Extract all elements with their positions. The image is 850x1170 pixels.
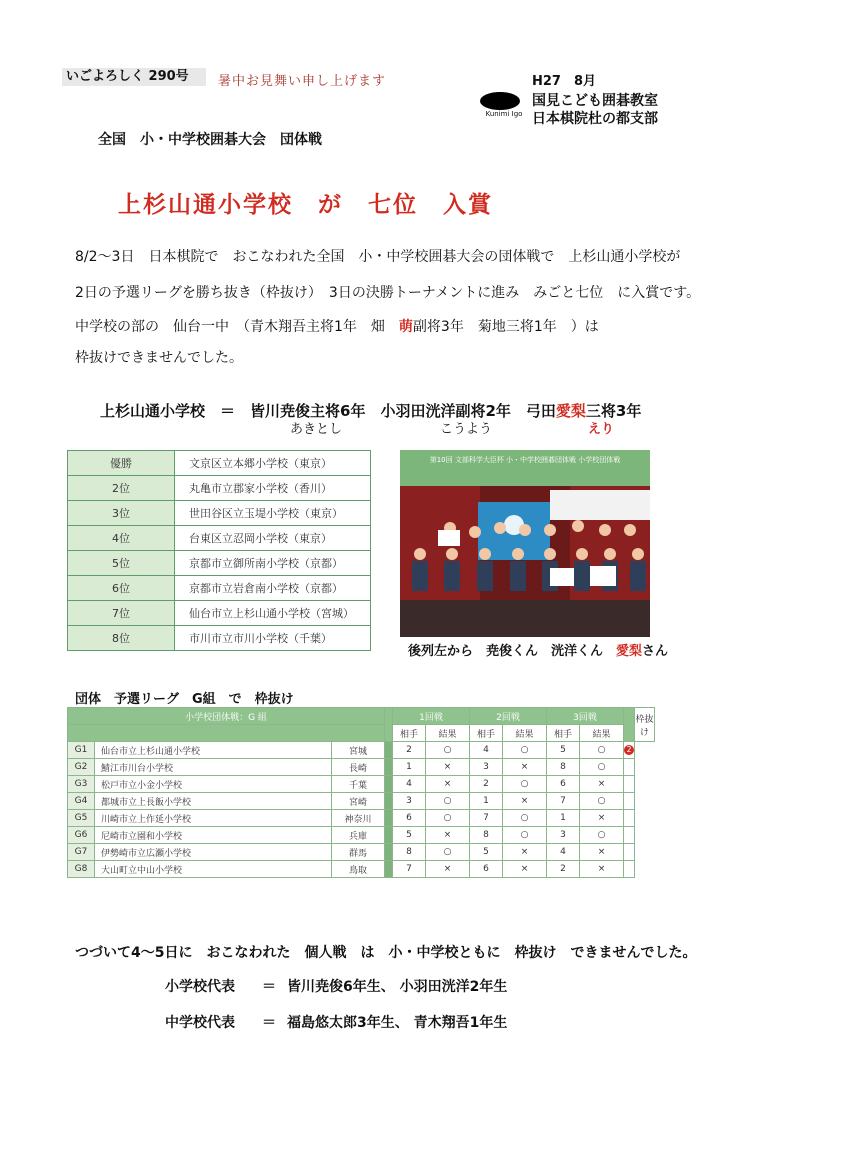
- round1-opponent: 3: [393, 793, 426, 810]
- round3-result: ○: [580, 742, 624, 759]
- round1-result: ×: [426, 759, 470, 776]
- round1-opponent: 7: [393, 861, 426, 878]
- paragraph-line-1: 8/2～3日 日本棋院で おこなわれた全国 小・中学校囲碁大会の団体戦で 上杉山通小学校が: [75, 249, 681, 265]
- league-subheader-blank: [68, 725, 385, 742]
- round2-result: ×: [503, 844, 547, 861]
- round3-opponent: 6: [547, 776, 580, 793]
- ranking-row: [68, 601, 371, 626]
- round3-result: ○: [580, 827, 624, 844]
- advance-badge: 2: [624, 745, 634, 755]
- outcome-cell: [624, 759, 635, 776]
- divider: [385, 759, 393, 776]
- team-photo-image: [400, 450, 650, 637]
- summer-greeting: 暑中お見舞い申し上げます: [218, 74, 387, 89]
- outcome-cell: [624, 793, 635, 810]
- round3-result: ○: [580, 759, 624, 776]
- league-row: [68, 759, 655, 776]
- ranking-position: 3位: [68, 501, 175, 526]
- team-prefecture: 神奈川: [332, 810, 385, 827]
- round3-opponent: 7: [547, 793, 580, 810]
- junior-rep-label: 中学校代表: [165, 1015, 235, 1031]
- ranking-position: 7位: [68, 601, 175, 626]
- round1-opponent: 1: [393, 759, 426, 776]
- round2-result: ×: [503, 759, 547, 776]
- league-row: [68, 827, 655, 844]
- ruby-eri: えり: [588, 422, 615, 437]
- elementary-rep-names: 皆川尭俊6年生、 小羽田洸洋2年生: [287, 979, 508, 995]
- team-prefecture: 宮崎: [332, 793, 385, 810]
- round2-result: ○: [503, 827, 547, 844]
- round2-opponent: 8: [470, 827, 503, 844]
- round2-opponent: 3: [470, 759, 503, 776]
- divider: [385, 844, 393, 861]
- result-header: 結果: [580, 725, 624, 742]
- league-row: [68, 861, 655, 878]
- round3-opponent: 8: [547, 759, 580, 776]
- league-header-row: [68, 708, 655, 725]
- team-name: 伊勢崎市立広瀬小学校: [95, 844, 332, 861]
- team-name: 都城市立上長飯小学校: [95, 793, 332, 810]
- round3-header: 3回戦: [547, 708, 624, 725]
- round1-result: ○: [426, 844, 470, 861]
- ranking-row: [68, 451, 371, 476]
- team-prefecture: 群馬: [332, 844, 385, 861]
- league-row: [68, 844, 655, 861]
- divider: [385, 742, 393, 759]
- round3-result: ×: [580, 861, 624, 878]
- team-prefecture: 長崎: [332, 759, 385, 776]
- ranking-row: [68, 526, 371, 551]
- team-name: 松戸市立小金小学校: [95, 776, 332, 793]
- round1-result: ○: [426, 793, 470, 810]
- junior-rep-eq: ＝: [262, 1015, 276, 1031]
- league-row: [68, 793, 655, 810]
- round1-result: ○: [426, 810, 470, 827]
- ranking-table: [67, 450, 371, 651]
- team-number: G2: [68, 759, 95, 776]
- team-members-a: 上杉山通小学校 ＝ 皆川尭俊主将6年 小羽田洸洋副将2年 弓田: [100, 402, 556, 420]
- round2-opponent: 6: [470, 861, 503, 878]
- outcome-cell: [624, 810, 635, 827]
- round2-opponent: 2: [470, 776, 503, 793]
- ranking-school: 市川市立市川小学校（千葉）: [175, 626, 371, 651]
- round2-result: ×: [503, 793, 547, 810]
- opp-header: 相手: [547, 725, 580, 742]
- league-header-school: 小学校団体戦：G 組: [68, 708, 385, 725]
- junior-rep-names: 福島悠太郎3年生、 青木翔吾1年生: [287, 1015, 508, 1031]
- ranking-school: 京都市立岩倉南小学校（京都）: [175, 576, 371, 601]
- ranking-position: 優勝: [68, 451, 175, 476]
- photo-caption-highlight: 愛梨: [616, 644, 643, 659]
- team-number: G6: [68, 827, 95, 844]
- go-stone-icon: [480, 92, 520, 110]
- team-prefecture: 兵庫: [332, 827, 385, 844]
- round1-opponent: 5: [393, 827, 426, 844]
- round3-opponent: 5: [547, 742, 580, 759]
- result-header: 結果: [503, 725, 547, 742]
- round2-result: ×: [503, 861, 547, 878]
- team-number: G7: [68, 844, 95, 861]
- round1-header: 1回戦: [393, 708, 470, 725]
- round1-opponent: 2: [393, 742, 426, 759]
- round1-opponent: 4: [393, 776, 426, 793]
- result-header: 結果: [426, 725, 470, 742]
- ruby-kouyou: こうよう: [440, 422, 493, 437]
- round2-opponent: 1: [470, 793, 503, 810]
- ranking-position: 8位: [68, 626, 175, 651]
- photo-caption: [408, 640, 668, 659]
- ranking-school: 文京区立本郷小学校（東京）: [175, 451, 371, 476]
- elementary-rep-label: 小学校代表: [165, 979, 235, 995]
- round2-result: ○: [503, 742, 547, 759]
- ranking-school: 京都市立御所南小学校（京都）: [175, 551, 371, 576]
- ranking-position: 2位: [68, 476, 175, 501]
- outcome-cell: [624, 827, 635, 844]
- team-prefecture: 鳥取: [332, 861, 385, 878]
- paragraph-line-3b: 副将3年 菊地三将1年 ）は: [412, 319, 599, 335]
- ruby-akitoshi: あきとし: [290, 422, 343, 437]
- league-row: [68, 742, 655, 759]
- ranking-school: 台東区立忍岡小学校（東京）: [175, 526, 371, 551]
- ranking-school: 仙台市立上杉山通小学校（宮城）: [175, 601, 371, 626]
- team-number: G5: [68, 810, 95, 827]
- photo-caption-b: さん: [642, 644, 669, 659]
- round2-opponent: 7: [470, 810, 503, 827]
- team-prefecture: 千葉: [332, 776, 385, 793]
- org-branch: 日本棋院杜の都支部: [532, 111, 658, 127]
- outcome-cell: [624, 742, 635, 759]
- round1-opponent: 8: [393, 844, 426, 861]
- opp-header: 相手: [470, 725, 503, 742]
- team-number: G4: [68, 793, 95, 810]
- team-name: 川崎市立上作延小学校: [95, 810, 332, 827]
- team-prefecture: 宮城: [332, 742, 385, 759]
- paragraph-line-2: 2日の予選リーグを勝ち抜き（枠抜け） 3日の決勝トーナメントに進み みごと七位 に入賞です。: [75, 285, 701, 301]
- team-name: 鯖江市川台小学校: [95, 759, 332, 776]
- ranking-school: 世田谷区立玉堤小学校（東京）: [175, 501, 371, 526]
- photo-caption-a: 後列左から 尭俊くん 洸洋くん: [408, 644, 617, 659]
- paragraph-line-3: [75, 316, 599, 336]
- league-row: [68, 810, 655, 827]
- round3-result: ×: [580, 810, 624, 827]
- league-subheader-row: [68, 725, 655, 742]
- round2-opponent: 5: [470, 844, 503, 861]
- league-table: [67, 707, 655, 878]
- team-number: G8: [68, 861, 95, 878]
- team-number: G3: [68, 776, 95, 793]
- team-name: 大山町立中山小学校: [95, 861, 332, 878]
- round3-result: ×: [580, 776, 624, 793]
- team-member-highlight: 愛梨: [555, 402, 586, 420]
- league-row: [68, 776, 655, 793]
- elementary-rep-eq: ＝: [262, 979, 276, 995]
- round1-result: ×: [426, 776, 470, 793]
- team-number: G1: [68, 742, 95, 759]
- ranking-school: 丸亀市立郡家小学校（香川）: [175, 476, 371, 501]
- round1-result: ×: [426, 861, 470, 878]
- round2-result: ○: [503, 810, 547, 827]
- round2-opponent: 4: [470, 742, 503, 759]
- outcome-cell: [624, 861, 635, 878]
- divider: [624, 708, 635, 742]
- round3-result: ○: [580, 793, 624, 810]
- event-subtitle: 全国 小・中学校囲碁大会 団体戦: [98, 132, 322, 148]
- round1-result: ○: [426, 742, 470, 759]
- logo-text: Kunimi Igo: [485, 110, 523, 118]
- round3-result: ×: [580, 844, 624, 861]
- photo-banner-text: 第10回 文部科学大臣杯 小・中学校囲碁団体戦 小学校団体戦: [429, 456, 621, 464]
- ranking-position: 5位: [68, 551, 175, 576]
- ranking-position: 4位: [68, 526, 175, 551]
- org-name: 国見こども囲碁教室: [532, 93, 658, 109]
- round1-opponent: 6: [393, 810, 426, 827]
- highlight-name: 萌: [398, 319, 413, 335]
- divider: [385, 776, 393, 793]
- outcome-cell: [624, 844, 635, 861]
- divider: [385, 861, 393, 878]
- individual-result-line: つづいて4～5日に おこなわれた 個人戦 は 小・中学校ともに 枠抜け できませんでした。: [75, 945, 697, 961]
- round3-opponent: 4: [547, 844, 580, 861]
- team-name: 仙台市立上杉山通小学校: [95, 742, 332, 759]
- paragraph-line-4: 枠抜けできませんでした。: [75, 350, 243, 366]
- league-title: 団体 予選リーグ G組 で 枠抜け: [75, 692, 294, 707]
- outcome-cell: [624, 776, 635, 793]
- ranking-position: 6位: [68, 576, 175, 601]
- ranking-row: [68, 626, 371, 651]
- ranking-row: [68, 576, 371, 601]
- team-name: 尼崎市立園和小学校: [95, 827, 332, 844]
- newsletter-issue: いごよろしく 290号: [62, 68, 206, 86]
- issue-date: H27 8月: [532, 74, 597, 89]
- divider: [385, 708, 393, 742]
- team-members-b: 三将3年: [585, 402, 642, 420]
- ranking-row: [68, 476, 371, 501]
- round3-opponent: 2: [547, 861, 580, 878]
- headline: 上杉山通小学校 が 七位 入賞: [118, 192, 493, 218]
- kunimi-igo-logo: [478, 90, 526, 124]
- round3-opponent: 1: [547, 810, 580, 827]
- round2-header: 2回戦: [470, 708, 547, 725]
- outcome-header: 枠抜け: [635, 708, 655, 742]
- round3-opponent: 3: [547, 827, 580, 844]
- divider: [385, 793, 393, 810]
- ranking-row: [68, 551, 371, 576]
- round1-result: ×: [426, 827, 470, 844]
- divider: [385, 810, 393, 827]
- opp-header: 相手: [393, 725, 426, 742]
- team-photo: [400, 450, 650, 637]
- round2-result: ○: [503, 776, 547, 793]
- divider: [385, 827, 393, 844]
- ranking-row: [68, 501, 371, 526]
- paragraph-line-3a: 中学校の部の 仙台一中 （青木翔吾主将1年 畑: [75, 319, 399, 335]
- team-members: [100, 400, 641, 421]
